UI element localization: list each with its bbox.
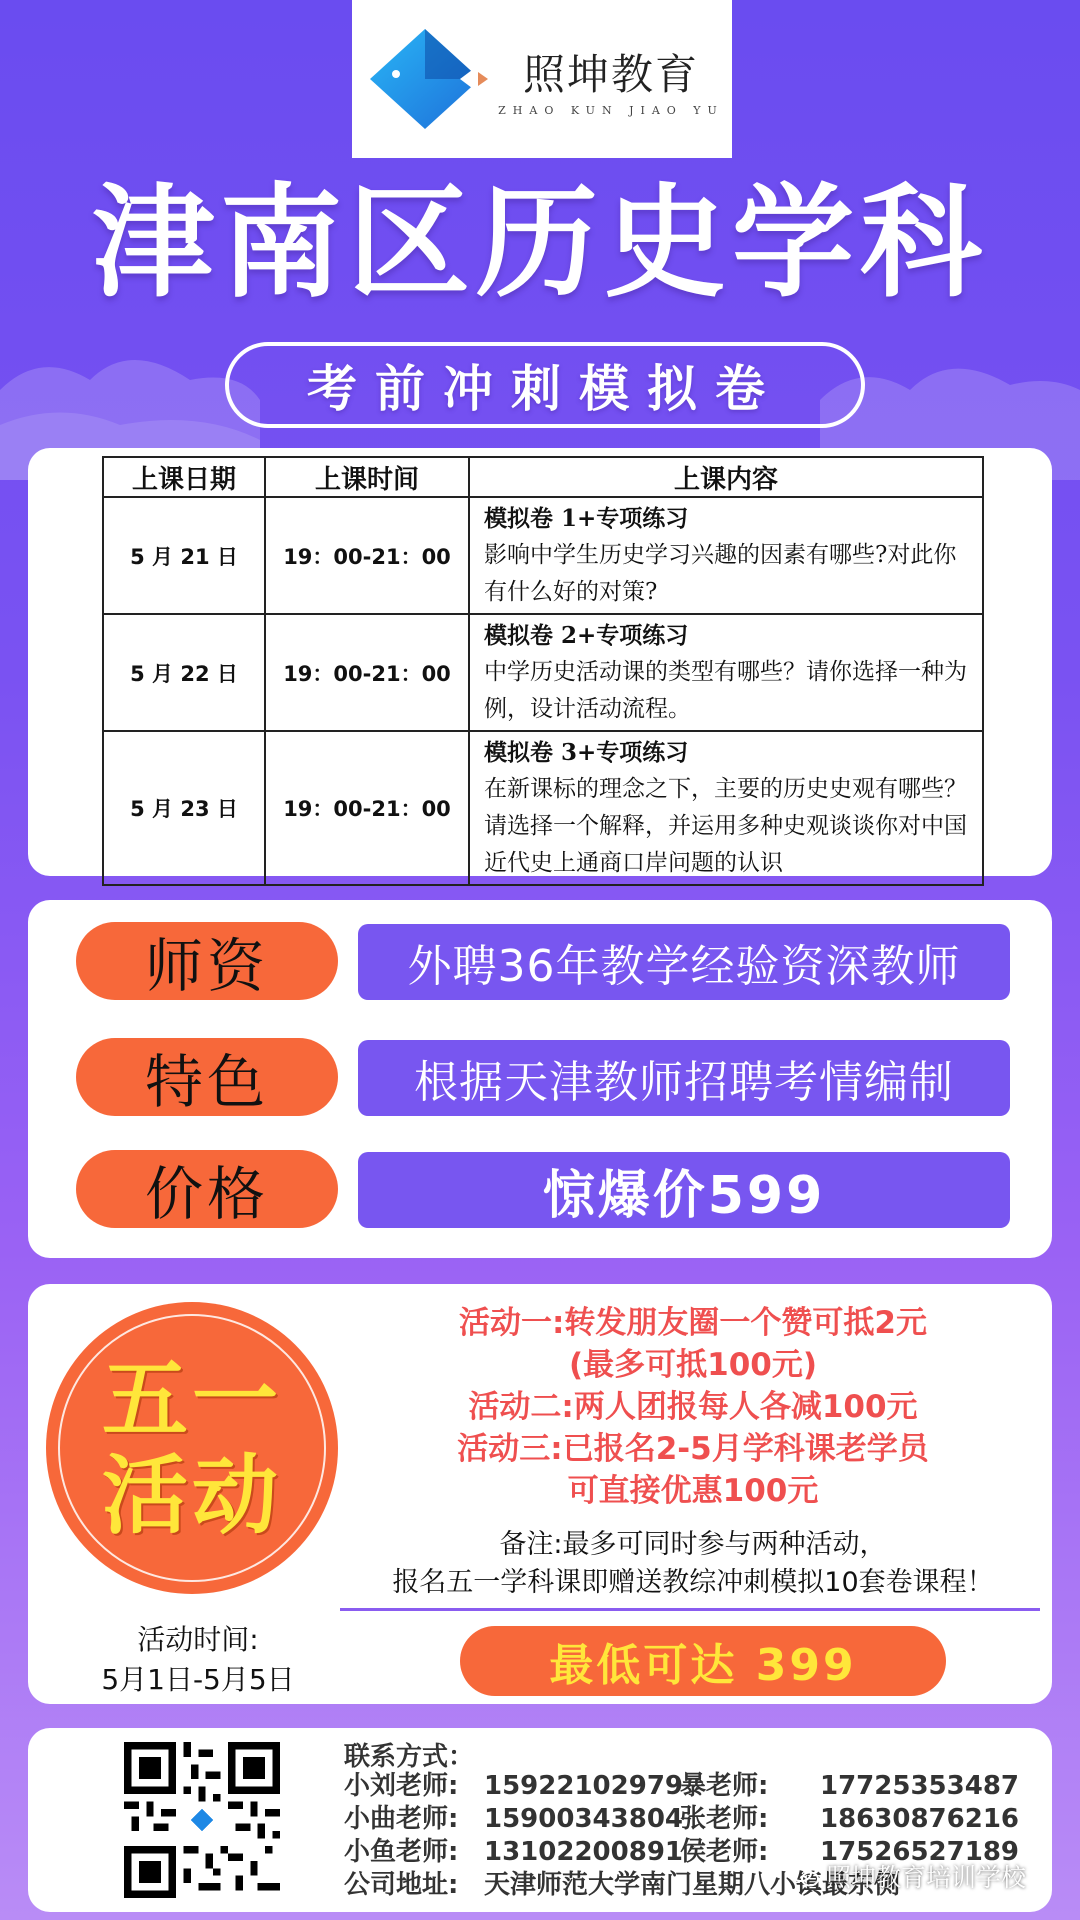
feature-label: 价格 [76,1150,338,1228]
schedule-card [28,448,1052,876]
promo-activity-line: 活动一:转发朋友圈一个赞可抵2元 [459,1305,927,1341]
feature-value: 外聘36年教学经验资深教师 [358,924,1010,1000]
contact-name: 小刘老师: [344,1771,459,1801]
watermark-text: 照坤教育培训学校 [826,1863,1027,1892]
row-content [469,497,983,614]
row-content-title: 模拟卷 3+专项练习 [484,739,689,766]
feature-label: 师资 [76,922,338,1000]
feature-row-highlight [76,1038,1028,1116]
row-content-desc: 在新课标的理念之下，主要的历史史观有哪些？请选择一个解释，并运用多种史观谈谈你对中国近代史上通商口岸问题的认识 [484,776,967,876]
promo-card [28,1284,1052,1704]
table-row [103,497,983,614]
logo-name-en: ZHAO KUN JIAO YU [498,103,724,117]
promo-badge [46,1302,338,1594]
lowest-price-pill: 最低可达 399 [460,1626,946,1696]
row-content [469,614,983,731]
subtitle-pill [225,342,865,428]
address-label: 公司地址: [344,1870,459,1900]
contact-name: 张老师: [680,1804,769,1834]
watermark [790,1858,1026,1894]
address-value: 天津师范大学南门星期八小镇最东侧 [484,1870,901,1900]
promo-activity-line: 活动三:已报名2-5月学科课老学员 [457,1431,929,1467]
feature-label: 特色 [76,1038,338,1116]
logo [352,0,732,158]
price-value: 惊爆价599 [358,1152,1010,1228]
header-content: 上课内容 [469,457,983,497]
wechat-icon [790,1863,820,1889]
contact-name: 小曲老师: [344,1804,459,1834]
row-content-desc: 影响中学生历史学习兴趣的因素有哪些?对此你有什么好的对策? [484,542,957,605]
promo-activity-line: 活动二:两人团报每人各减100元 [468,1389,918,1425]
row-time: 19：00-21：00 [265,731,469,885]
promo-time-value: 5月1日-5月5日 [101,1663,295,1696]
promo-note-line2: 报名五一学科课即赠送教综冲刺模拟10套卷课程！ [392,1567,994,1598]
feature-row-teachers [76,922,1028,1000]
contact-phone[interactable]: 18630876216 [820,1804,1019,1834]
subtitle-text: 考前冲刺模拟卷 [307,360,783,418]
page-title: 津南区历史学科 [92,172,988,314]
promo-badge-text [102,1352,282,1544]
row-content [469,731,983,885]
promo-time [58,1620,338,1700]
promo-note [338,1526,1048,1602]
schedule-header-row [103,457,983,497]
feature-value: 根据天津教师招聘考情编制 [358,1040,1010,1116]
contact-name: 暴老师: [680,1771,769,1801]
logo-fish-icon [360,24,490,134]
contact-row [344,1803,1044,1836]
contact-heading: 联系方式： [344,1742,475,1772]
header-time: 上课时间 [265,457,469,497]
row-content-title: 模拟卷 2+专项练习 [484,622,689,649]
row-date: 5 月 21 日 [103,497,265,614]
promo-badge-line2: 活动 [102,1446,282,1546]
contact-name: 侯老师: [680,1837,769,1867]
logo-name-cn: 照坤教育 [522,49,699,99]
contact-phone[interactable]: 17725353487 [820,1771,1019,1801]
promo-badge-line1: 五一 [102,1350,282,1450]
contact-phone[interactable]: 17526527189 [820,1837,1019,1867]
promo-activity-line: (最多可抵100元) [568,1347,818,1383]
promo-note-line1: 备注:最多可同时参与两种活动， [499,1529,887,1560]
qr-code[interactable] [124,1742,280,1898]
promo-activity-list [348,1302,1038,1512]
row-date: 5 月 23 日 [103,731,265,885]
contact-phone[interactable]: 15922102979 [484,1771,683,1801]
contact-phone[interactable]: 15900343804 [484,1804,683,1834]
contact-name: 小鱼老师: [344,1837,459,1867]
table-row [103,731,983,885]
features-card [28,900,1052,1258]
table-row [103,614,983,731]
contact-phone[interactable]: 13102200891 [484,1837,683,1867]
row-content-title: 模拟卷 1+专项练习 [484,505,689,532]
header-date: 上课日期 [103,457,265,497]
schedule-table [102,456,984,886]
row-date: 5 月 22 日 [103,614,265,731]
promo-time-label: 活动时间: [137,1623,259,1656]
promo-divider [340,1608,1040,1611]
contact-row [344,1770,1044,1803]
row-time: 19：00-21：00 [265,497,469,614]
feature-row-price [76,1150,1028,1228]
row-time: 19：00-21：00 [265,614,469,731]
row-content-desc: 中学历史活动课的类型有哪些？请你选择一种为例，设计活动流程。 [484,659,967,722]
promo-activity-line: 可直接优惠100元 [567,1473,819,1509]
